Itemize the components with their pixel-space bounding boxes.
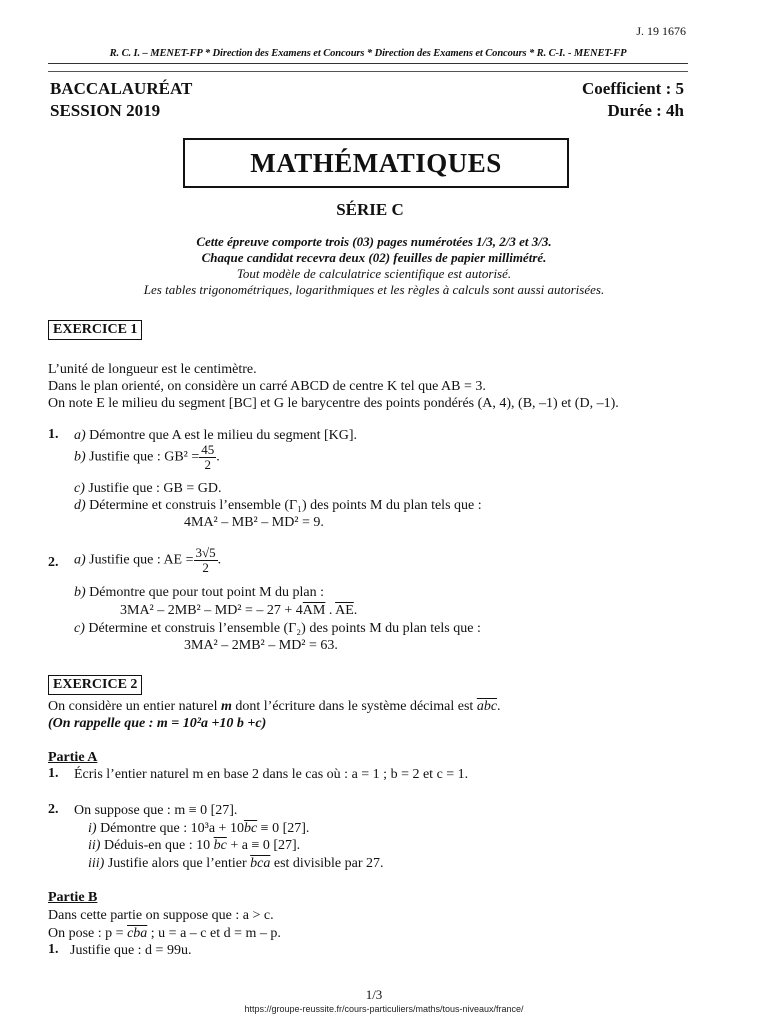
subq-text: Démontre que pour tout point M du plan :	[89, 585, 325, 600]
instruction-calculator: Tout modèle de calculatrice scientifique est autorisé.	[236, 266, 512, 281]
instruction-pages: Cette épreuve comporte trois (03) pages numérotées 1/3, 2/3 et 3/3.	[196, 234, 552, 249]
equation	[120, 602, 357, 619]
text: Justifie alors que l’entier	[107, 856, 251, 871]
subq-label: iii)	[88, 856, 105, 871]
duration: Durée : 4h	[607, 101, 684, 120]
text: Démontre que : 10³a + 10	[100, 821, 244, 836]
text: On pose : p =	[48, 926, 128, 941]
question-b1: Justifie que : d = 99u.	[70, 943, 192, 958]
page-number: 1/3	[365, 987, 383, 1002]
subq-label: d)	[74, 498, 86, 513]
exercise-2-intro	[48, 698, 748, 732]
exercise-1-intro	[48, 361, 748, 412]
var-bc: $\overline{bc}$	[213, 838, 227, 853]
subq-label: a)	[74, 428, 86, 443]
question-2c	[74, 620, 481, 637]
exercise-1-label: EXERCICE 1	[48, 320, 142, 340]
subq-punct: .	[216, 449, 220, 465]
text: .	[497, 699, 501, 714]
question-a2: On suppose que : m ≡ 0 [27].	[74, 803, 238, 818]
equation: 3MA² – 2MB² – MD² = 63.	[184, 638, 338, 653]
exam-title: BACCALAURÉAT	[50, 79, 193, 98]
text: ≡ 0 [27].	[257, 821, 310, 836]
text: dont l’écriture dans le système décimal est	[231, 699, 477, 714]
subq-label: ii)	[88, 838, 101, 853]
subq-punct: .	[217, 552, 222, 568]
question-number: 2.	[48, 802, 59, 817]
vector-ae: $\overline{AE}$	[335, 603, 354, 618]
subject-title: MATHÉMATIQUES	[183, 138, 569, 188]
intro-reminder: (On rappelle que : m = 10²a +10 b +c)	[48, 716, 267, 731]
equation: 4MA² – MB² – MD² = 9.	[184, 515, 324, 530]
intro-line	[48, 698, 748, 715]
instructions	[0, 234, 748, 298]
question-1b	[74, 443, 220, 472]
coefficient: Coefficient : 5	[582, 79, 684, 98]
numerator: 3√5	[195, 545, 216, 560]
header-divider	[48, 71, 688, 72]
dot-operator: .	[325, 603, 336, 618]
equation-punct: .	[353, 603, 358, 618]
fraction	[199, 443, 216, 472]
var-bca: $\overline{bca}$	[250, 856, 271, 871]
fraction	[194, 546, 218, 575]
var-cba: $\overline{cba}$	[127, 926, 148, 941]
instruction-paper: Chaque candidat recevra deux (02) feuilles de papier millimétré.	[201, 250, 547, 265]
intro-line: On note E le milieu du segment [BC] et G le barycentre des points pondérés (A, 4), (B, –1) et (D, –1).	[48, 396, 619, 411]
question-number: 1.	[48, 942, 59, 957]
exam-session: SESSION 2019	[50, 101, 161, 120]
subq-label: c)	[74, 481, 85, 496]
question-2b	[74, 584, 324, 601]
numerator: 45	[201, 442, 215, 457]
question-number: 2.	[48, 555, 59, 570]
subq-label: c)	[74, 621, 85, 636]
exercise-2-label: EXERCICE 2	[48, 675, 142, 695]
text: Déduis-en que : 10	[103, 838, 214, 853]
partie-b-heading: Partie B	[48, 890, 98, 905]
subq-text: Justifie que : GB = GD.	[88, 481, 222, 496]
question-number: 1.	[48, 766, 59, 781]
text: On considère un entier naturel	[48, 699, 221, 714]
var-bc: $\overline{bc}$	[243, 821, 258, 836]
subq-text: Justifie que : AE =	[89, 552, 194, 568]
serie-title: SÉRIE C	[336, 200, 404, 219]
question-a1: Écris l’entier naturel m en base 2 dans le cas où : a = 1 ; b = 2 et c = 1.	[74, 767, 469, 782]
subq-label: b)	[74, 585, 86, 600]
denominator: 2	[202, 560, 209, 575]
var-abc: $\overline{abc}$	[476, 699, 498, 714]
text: est divisible par 27.	[270, 856, 384, 871]
question-a2i	[88, 820, 309, 837]
var-m: m	[221, 699, 232, 714]
intro-line: Dans le plan orienté, on considère un carré ABCD de centre K tel que AB = 3.	[48, 379, 486, 394]
partie-b-intro: Dans cette partie on suppose que : a > c.	[48, 908, 274, 923]
subq-label: a)	[74, 552, 86, 568]
question-1d	[74, 497, 482, 514]
denominator: 2	[204, 457, 212, 472]
equation-text: 3MA² – 2MB² – MD² = – 27 + 4	[120, 603, 303, 618]
question-2a	[74, 546, 221, 575]
question-1a	[74, 427, 357, 444]
question-1c	[74, 480, 222, 497]
exam-title-block	[50, 78, 192, 122]
subq-label: i)	[88, 821, 97, 836]
subq-text: Justifie que : GB² =	[89, 449, 200, 465]
exam-meta-block	[582, 78, 684, 122]
subq-label: b)	[74, 449, 86, 465]
text: ; u = a – c et d = m – p.	[147, 926, 281, 941]
question-number: 1.	[48, 427, 59, 442]
partie-a-heading: Partie A	[48, 750, 98, 765]
subq-text: Détermine et construis l’ensemble (Γ₁) des points M du plan tels que :	[89, 498, 482, 513]
vector-am: $\overline{AM}$	[302, 603, 326, 618]
question-a2ii	[88, 837, 300, 854]
subq-text: Détermine et construis l’ensemble (Γ₂) des points M du plan tels que :	[88, 621, 481, 636]
intro-line: L’unité de longueur est le centimètre.	[48, 362, 257, 377]
source-url: https://groupe-reussite.fr/cours-particuliers/maths/tous-niveaux/france/	[244, 1004, 524, 1014]
ministry-header-line: R. C. I. – MENET-FP * Direction des Examens et Concours * Direction des Examens et Concours * R. C-I. - MENET-FP	[48, 48, 688, 64]
text: + a ≡ 0 [27].	[226, 838, 301, 853]
question-a2iii	[88, 855, 384, 872]
subq-text: Démontre que A est le milieu du segment [KG].	[89, 428, 358, 443]
partie-b-definitions	[48, 925, 281, 942]
instruction-tables: Les tables trigonométriques, logarithmiques et les règles à calculs sont aussi autorisées.	[143, 282, 605, 297]
document-reference: J. 19 1676	[636, 24, 686, 38]
